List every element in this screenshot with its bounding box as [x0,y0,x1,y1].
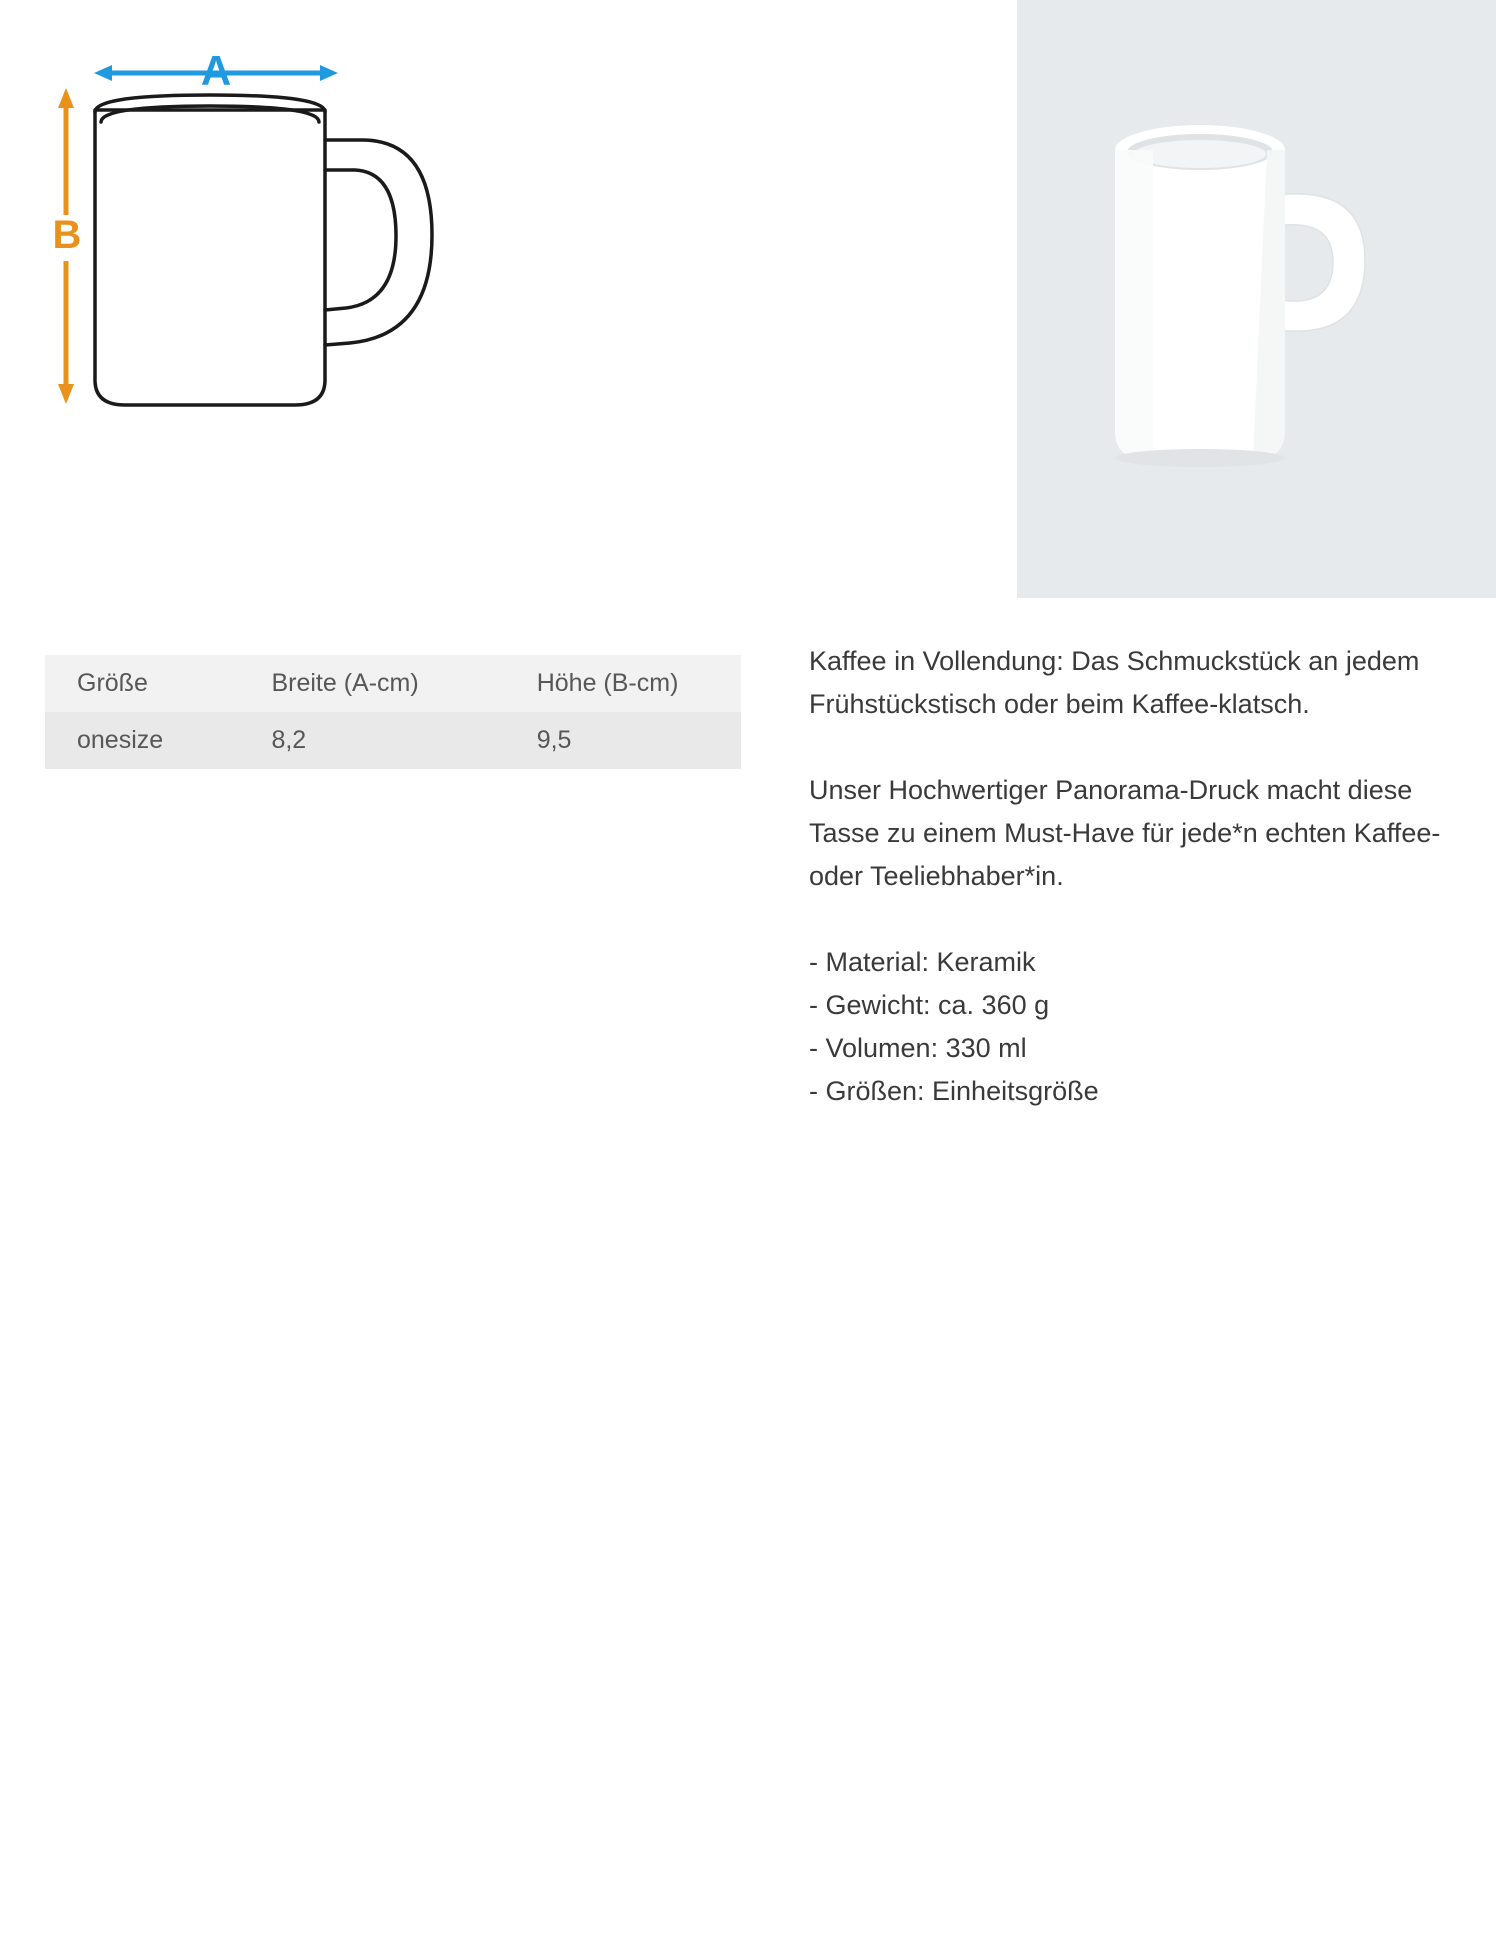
product-specs [809,941,1469,1113]
column-header-height: Höhe (B-cm) [536,669,679,697]
cell-size: onesize [77,726,164,754]
spec-material: - Material: Keramik [809,947,1036,977]
product-visuals [0,0,1496,600]
size-table-head [45,655,741,712]
spec-sizes: - Größen: Einheitsgröße [809,1076,1099,1106]
spec-volume: - Volumen: 330 ml [809,1033,1027,1063]
table-row [45,712,741,769]
width-label-a: A [200,47,232,94]
column-header-size: Größe [77,669,148,697]
mug-outline [95,95,432,405]
spec-weight: - Gewicht: ca. 360 g [809,990,1050,1020]
column-header-width: Breite (A-cm) [271,669,419,697]
product-photo [1017,0,1496,598]
cell-width: 8,2 [271,726,307,754]
cell-height: 9,5 [536,726,572,754]
height-label-b: B [52,213,82,257]
size-table-body [45,712,741,769]
description-paragraph-1: Kaffee in Vollendung: Das Schmuckstück an jedem Frühstückstisch oder beim Kaffee-klatsch. [809,646,1420,719]
size-table [45,655,741,769]
description-paragraph-2: Unser Hochwertiger Panorama-Druck macht diese Tasse zu einem Must-Have für jede*n echten Kaffee- oder Teeliebhaber*in. [809,775,1441,891]
table-header-row [45,655,741,712]
mug-technical-drawing [40,40,620,470]
product-description [809,640,1469,1113]
